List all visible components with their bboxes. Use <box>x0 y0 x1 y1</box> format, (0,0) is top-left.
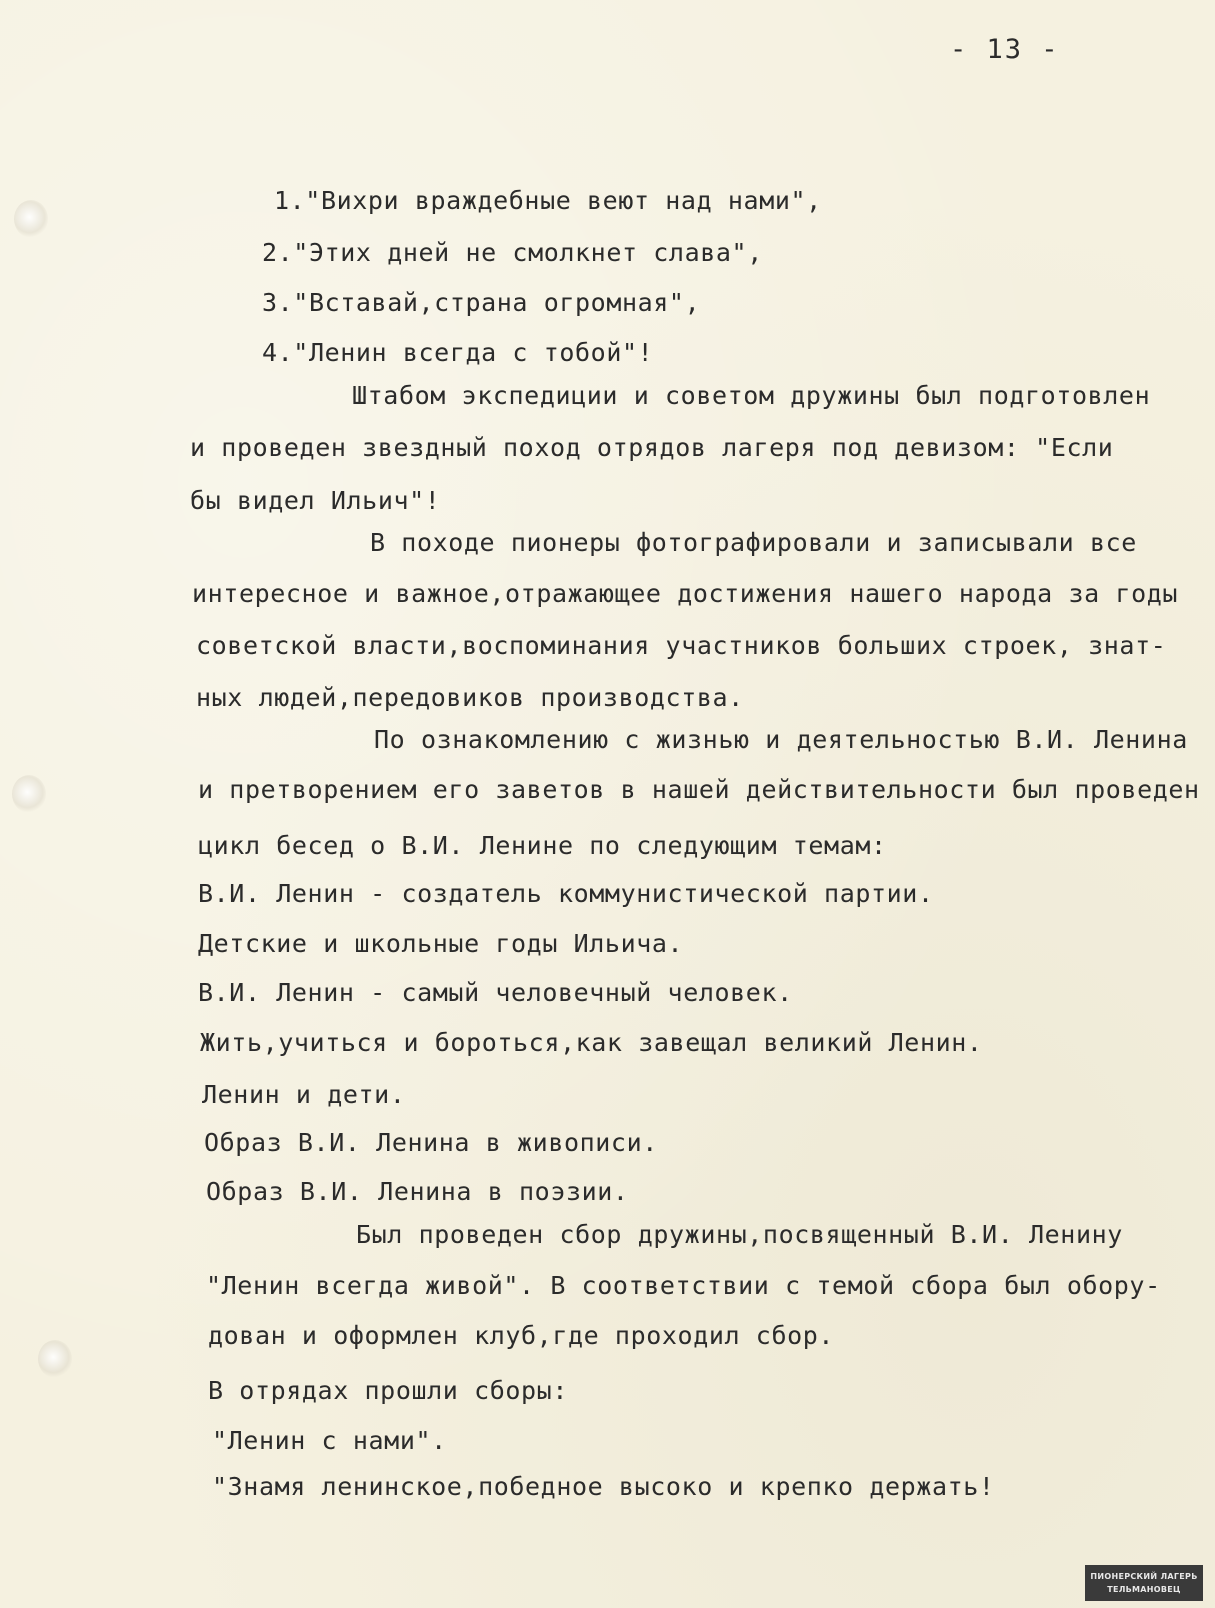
punch-hole-mark <box>14 200 48 238</box>
paragraph-line: и претворением его заветов в нашей действительности был проведен <box>198 775 1200 804</box>
paragraph-line: "Знамя ленинское,победное высоко и крепко держать! <box>212 1472 995 1501</box>
paragraph-line: По ознакомлению с жизнью и деятельностью В.И. Ленина <box>374 725 1188 754</box>
paragraph-line: Штабом экспедиции и советом дружины был подготовлен <box>352 381 1151 410</box>
paragraph-line: советской власти,воспоминания участников больших строек, знат- <box>196 631 1167 660</box>
song-list-item: 4."Ленин всегда с тобой"! <box>262 338 654 367</box>
paragraph-line: бы видел Ильич"! <box>190 486 441 515</box>
song-list-item: 1."Вихри враждебные веют над нами", <box>274 186 822 215</box>
paragraph-line: В походе пионеры фотографировали и записывали все <box>370 528 1137 557</box>
topic-list-item: В.И. Ленин - самый человечный человек. <box>198 978 793 1007</box>
archive-watermark-stamp <box>1085 1565 1203 1601</box>
song-list-item: 2."Этих дней не смолкнет слава", <box>262 238 763 267</box>
song-list-item: 3."Вставай,страна огромная", <box>262 288 701 317</box>
paragraph-line: и проведен звездный поход отрядов лагеря под девизом: "Если <box>190 433 1114 462</box>
punch-hole-mark <box>38 1340 72 1378</box>
stamp-line: ТЕЛЬМАНОВЕЦ <box>1107 1585 1181 1594</box>
punch-hole-mark <box>12 775 46 813</box>
topic-list-item: Образ В.И. Ленина в поэзии. <box>206 1177 629 1206</box>
paragraph-line: ных людей,передовиков производства. <box>196 683 744 712</box>
paragraph-line: В отрядах прошли сборы: <box>208 1376 568 1405</box>
paragraph-line: дован и оформлен клуб,где проходил сбор. <box>208 1321 835 1350</box>
paragraph-line: интересное и важное,отражающее достижения нашего народа за годы <box>192 579 1179 608</box>
paragraph-line: "Ленин всегда живой". В соответствии с темой сбора был обору- <box>206 1271 1161 1300</box>
topic-list-item: Жить,учиться и бороться,как завещал великий Ленин. <box>200 1028 983 1057</box>
topic-list-item: Детские и школьные годы Ильича. <box>198 929 684 958</box>
page-number: - 13 - <box>950 34 1060 65</box>
paragraph-line: цикл бесед о В.И. Ленине по следующим темам: <box>198 831 887 860</box>
topic-list-item: В.И. Ленин - создатель коммунистической партии. <box>198 879 934 908</box>
paragraph-line: Был проведен сбор дружины,посвященный В.И. Ленину <box>356 1220 1123 1249</box>
topic-list-item: Ленин и дети. <box>202 1080 406 1109</box>
stamp-line: ПИОНЕРСКИЙ ЛАГЕРЬ <box>1090 1572 1198 1581</box>
paragraph-line: "Ленин с нами". <box>212 1426 447 1455</box>
topic-list-item: Образ В.И. Ленина в живописи. <box>204 1128 658 1157</box>
